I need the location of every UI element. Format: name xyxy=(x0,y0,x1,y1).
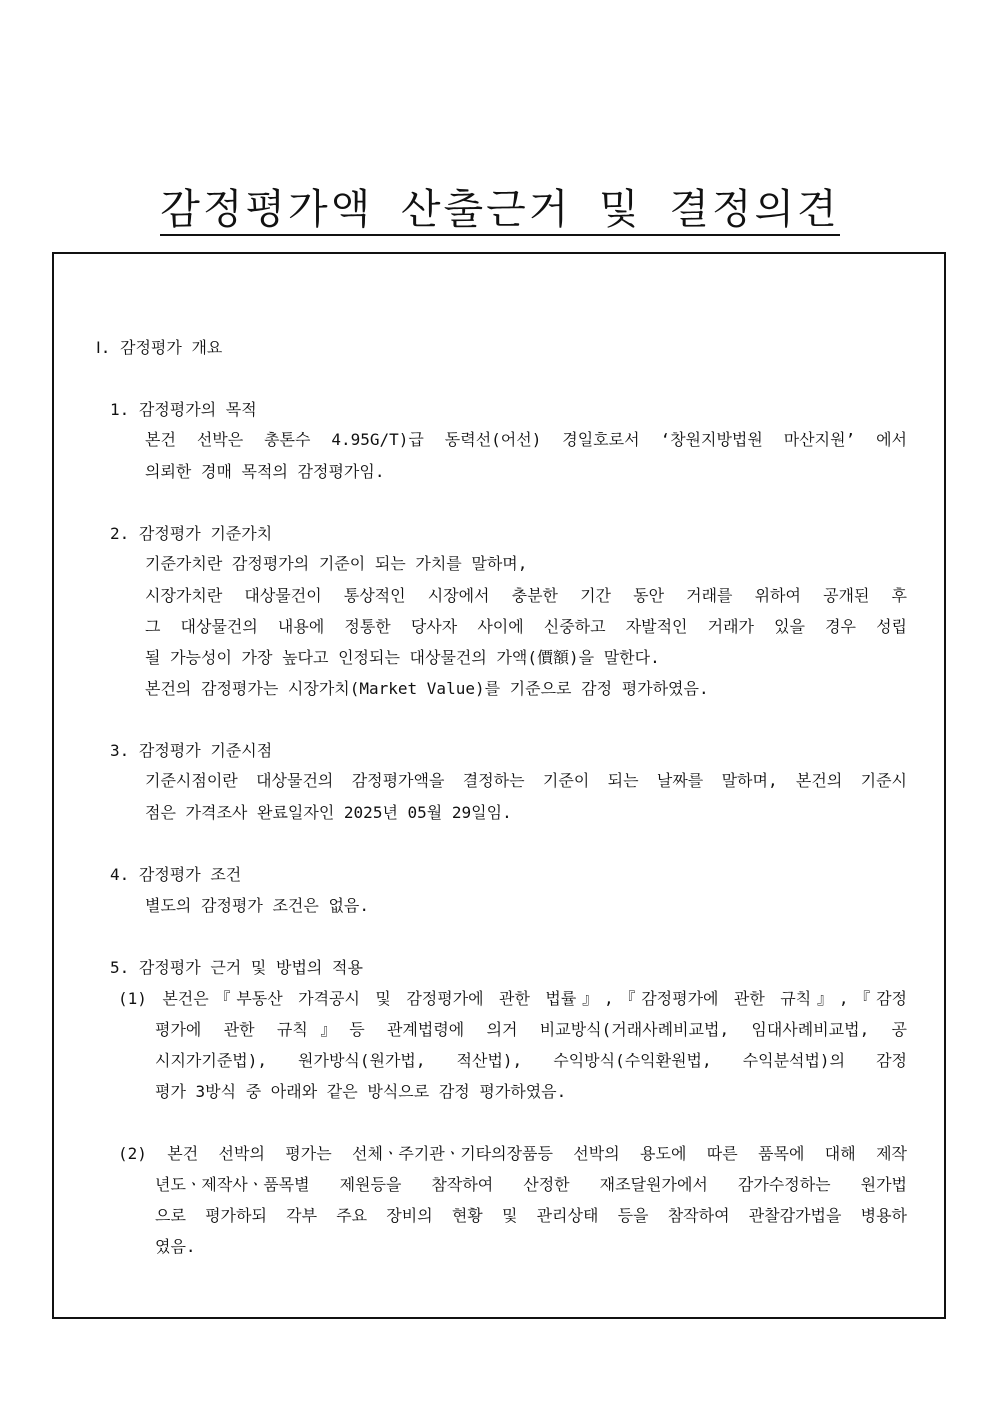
basis-value-heading: 2. 감정평가 기준가치 xyxy=(110,524,273,543)
methods-p1-line-2: 평가에 관한 규칙』등 관계법령에 의거 비교방식(거래사례비교법, 임대사례비교법, 공 xyxy=(155,1020,907,1039)
basis-value-line-3: 그 대상물건의 내용에 정통한 당사자 사이에 신중하고 자발적인 거래가 있을 경우 성립 xyxy=(145,617,907,636)
basis-date-line-2: 점은 가격조사 완료일자인 2025년 05월 29일임. xyxy=(145,803,512,822)
methods-p1-line-3: 시지가기준법), 원가방식(원가법, 적산법), 수익방식(수익환원법, 수익분석법)의 감정 xyxy=(155,1051,907,1070)
section-heading: Ⅰ. 감정평가 개요 xyxy=(96,338,223,357)
purpose-line-1: 본건 선박은 총톤수 4.95G/T)급 동력선(어선) 경일호로서 ‘창원지방법원 마산지원’ 에서 xyxy=(145,430,907,449)
basis-value-line-5: 본건의 감정평가는 시장가치(Market Value)를 기준으로 감정 평가하였음. xyxy=(145,679,709,698)
methods-p1-line-4: 평가 3방식 중 아래와 같은 방식으로 감정 평가하였음. xyxy=(155,1082,567,1101)
methods-heading: 5. 감정평가 근거 및 방법의 적용 xyxy=(110,958,363,977)
methods-p2-line-1: (2) 본건 선박의 평가는 선체ㆍ주기관ㆍ기타의장품등 선박의 용도에 따른 품목에 대해 제작 xyxy=(118,1144,907,1163)
methods-p2-line-4: 였음. xyxy=(155,1237,196,1256)
purpose-line-2: 의뢰한 경매 목적의 감정평가임. xyxy=(145,462,385,481)
purpose-heading: 1. 감정평가의 목적 xyxy=(110,400,257,419)
conditions-heading: 4. 감정평가 조건 xyxy=(110,865,242,884)
methods-p2-line-2: 년도ㆍ제작사ㆍ품목별 제원등을 참작하여 산정한 재조달원가에서 감가수정하는 원가법 xyxy=(155,1175,907,1194)
page-title xyxy=(0,183,1000,235)
methods-p1-line-1: (1) 본건은『부동산 가격공시 및 감정평가에 관한 법률』,『감정평가에 관한 규칙』,『감정 xyxy=(118,989,907,1008)
page-title-text: 감정평가액 산출근거 및 결정의견 xyxy=(160,185,840,236)
basis-date-heading: 3. 감정평가 기준시점 xyxy=(110,741,273,760)
conditions-line-1: 별도의 감정평가 조건은 없음. xyxy=(145,896,370,915)
basis-value-line-4: 될 가능성이 가장 높다고 인정되는 대상물건의 가액(價額)을 말한다. xyxy=(145,648,660,667)
basis-date-line-1: 기준시점이란 대상물건의 감정평가액을 결정하는 기준이 되는 날짜를 말하며, 본건의 기준시 xyxy=(145,771,907,790)
basis-value-line-2: 시장가치란 대상물건이 통상적인 시장에서 충분한 기간 동안 거래를 위하여 공개된 후 xyxy=(145,586,907,605)
basis-value-line-1: 기준가치란 감정평가의 기준이 되는 가치를 말하며, xyxy=(145,554,528,573)
methods-p2-line-3: 으로 평가하되 각부 주요 장비의 현황 및 관리상태 등을 참작하여 관찰감가법을 병용하 xyxy=(155,1206,907,1225)
